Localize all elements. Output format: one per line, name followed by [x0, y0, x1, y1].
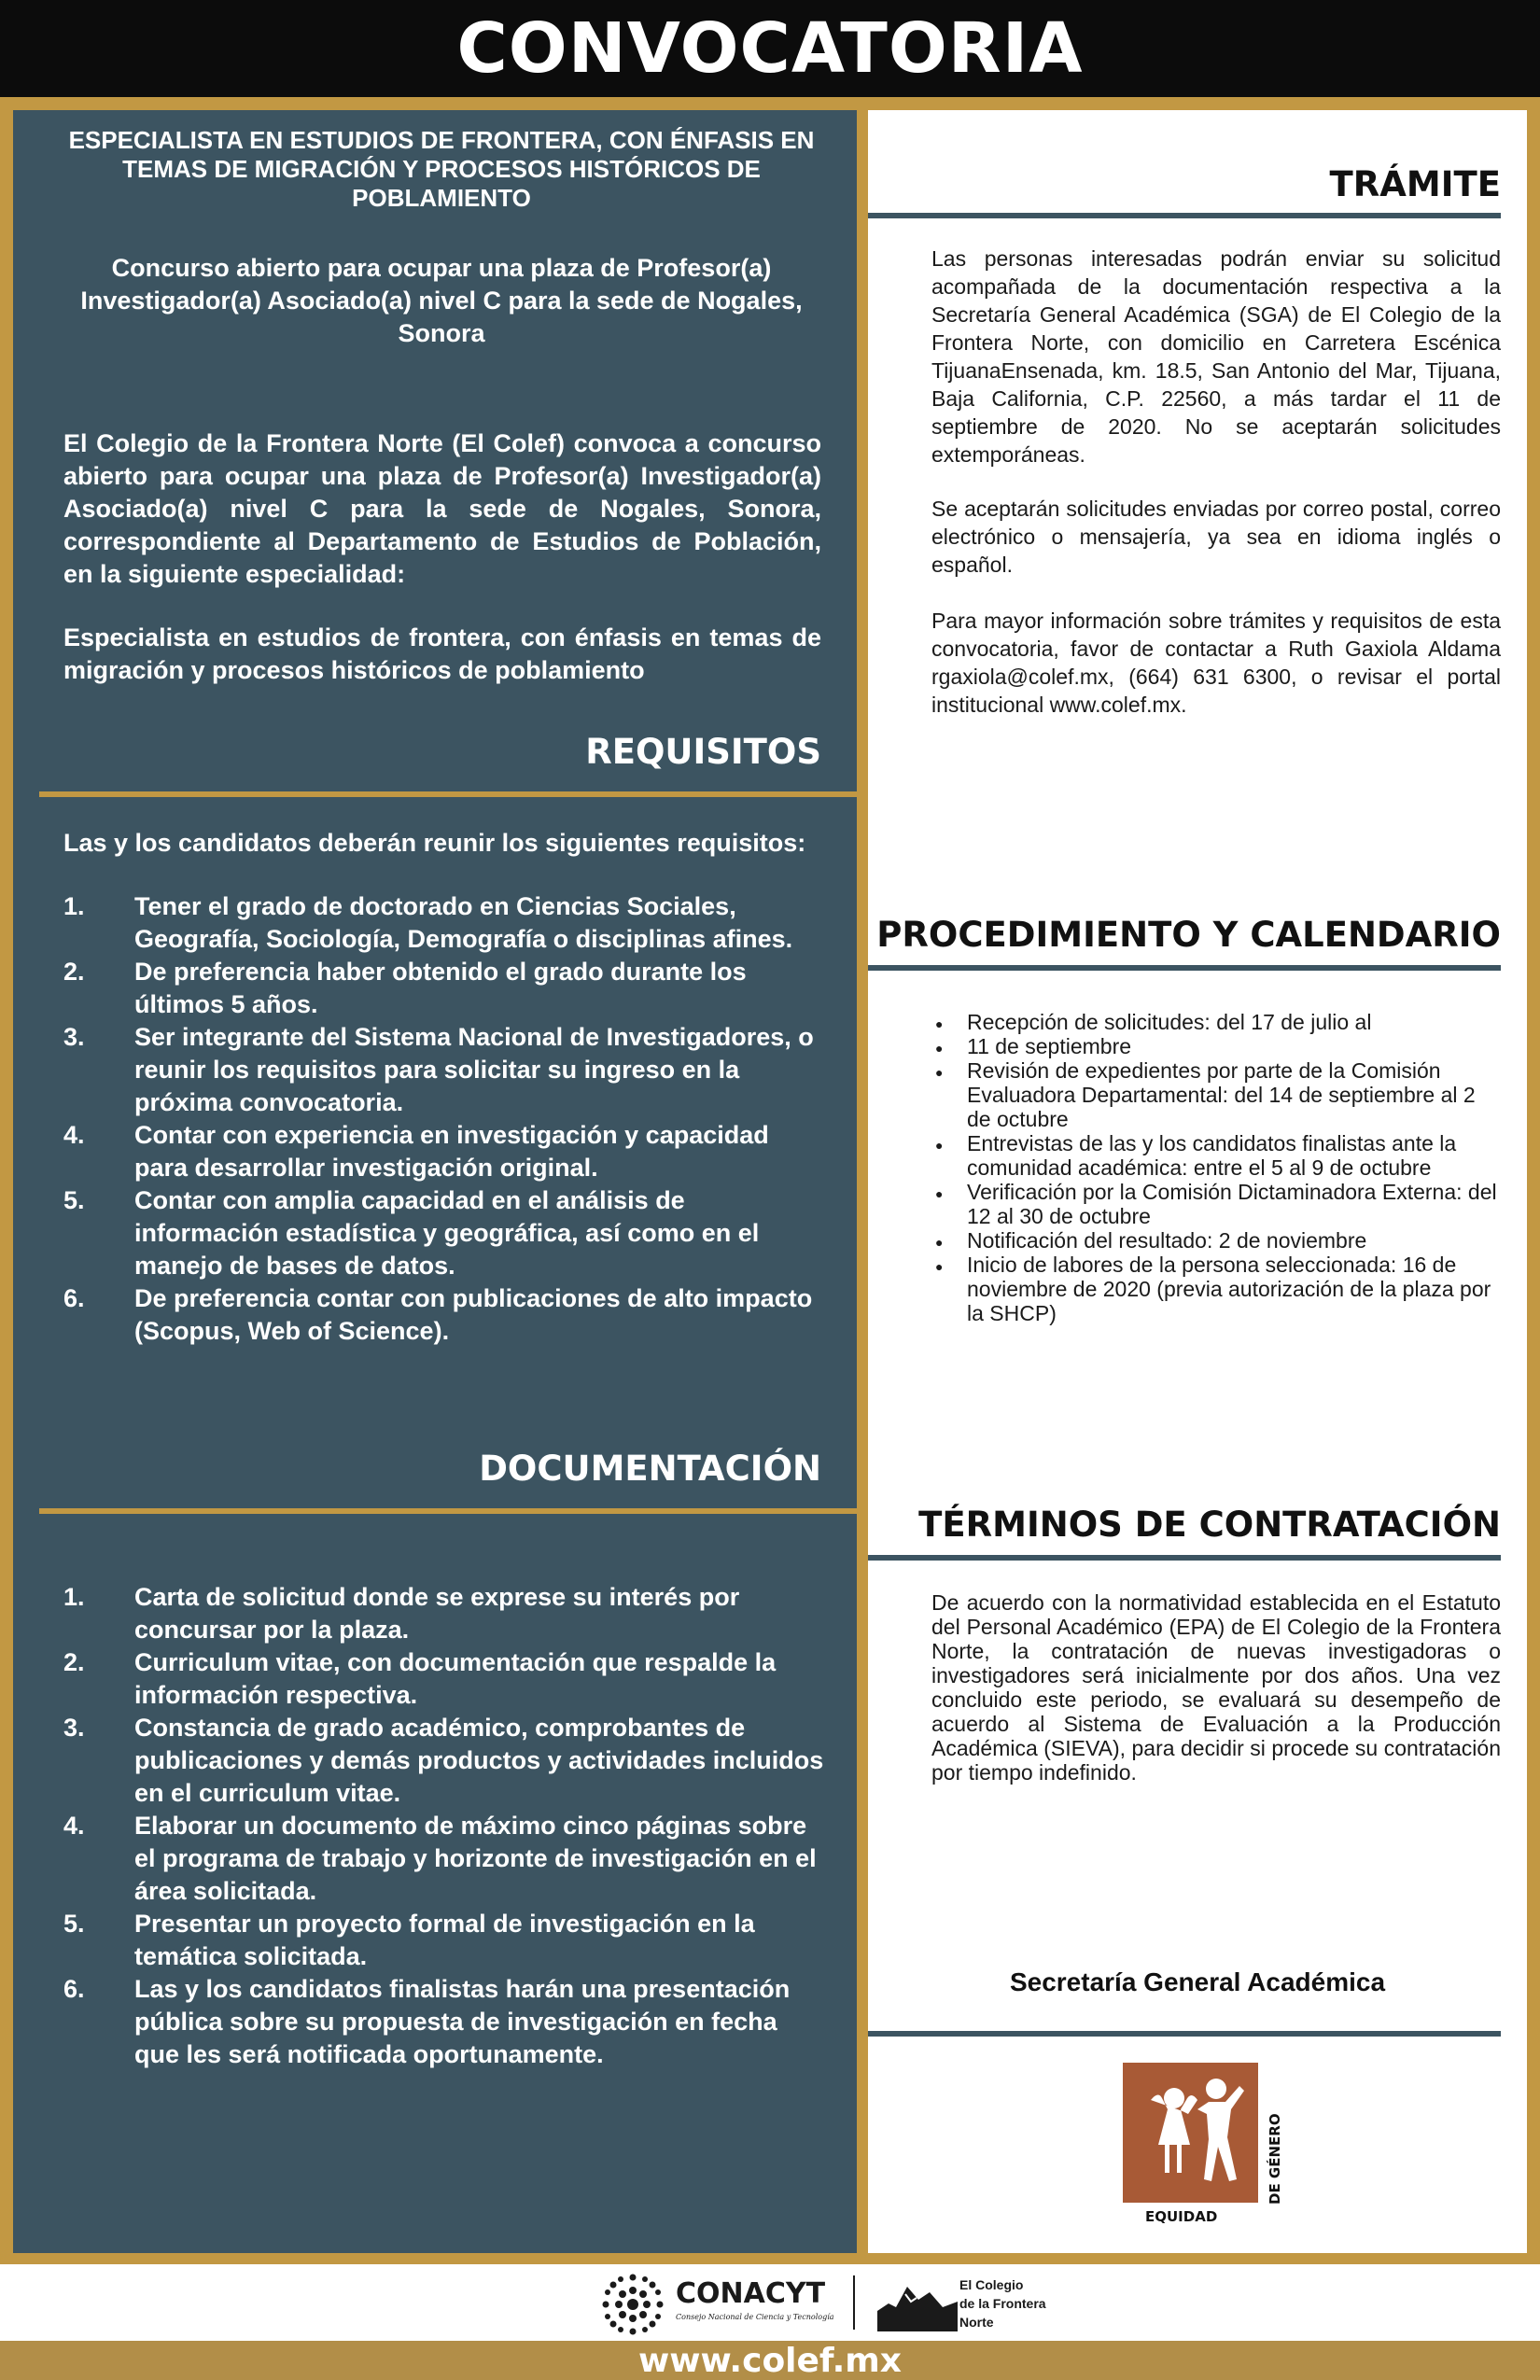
column-divider — [857, 110, 868, 2253]
list-item: 6. Las y los candidatos finalistas harán una presentación pública sobre su propuesta de investigación en fecha que les será notificada oportunamente. — [63, 1975, 791, 2068]
list-item: 3. Constancia de grado académico, comprobantes de publicaciones y demás productos y actividades incluidos en el curriculum vitae. — [63, 1714, 824, 1807]
list-item: 2. De preferencia haber obtenido el grado durante los últimos 5 años. — [63, 958, 747, 1018]
conacyt-subtitle: Consejo Nacional de Ciencia y Tecnología — [676, 2313, 834, 2321]
section-rule-calendario — [868, 965, 1501, 971]
conacyt-name: CONACYT — [676, 2277, 826, 2310]
footer-separator — [853, 2275, 855, 2330]
list-item: 4. Elaborar un documento de máximo cinco páginas sobre el programa de trabajo y horizonte de investigación en el área solicitada. — [63, 1812, 817, 1905]
url-bar — [0, 2341, 1540, 2380]
list-item: 2. Curriculum vitae, con documentación que respalde la información respectiva. — [63, 1648, 777, 1709]
gold-divider-top — [0, 97, 1540, 110]
section-heading-documentacion: DOCUMENTACIÓN — [479, 1449, 821, 1489]
section-rule-tramite — [868, 213, 1501, 218]
list-item: ● Revisión de expedientes por parte de la Comisión Evaluadora Departamental: del 14 de septiembre al 2 de octubre — [967, 1058, 1503, 1131]
gold-divider-bottom — [0, 2253, 1540, 2264]
section-heading-calendario: PROCEDIMIENTO Y CALENDARIO — [876, 915, 1501, 955]
signature-label: Secretaría General Académica — [1009, 1967, 1386, 1996]
signature-rule — [868, 2031, 1501, 2037]
list-item: 5. Presentar un proyecto formal de investigación en la temática solicitada. — [63, 1910, 755, 1970]
requisitos-lead: Las y los candidatos deberán reunir los siguientes requisitos: — [63, 829, 806, 857]
documentacion-list — [63, 1581, 824, 2071]
list-item: 5. Contar con amplia capacidad en el análisis de información estadística y geográfica, así como en el manejo de bases de datos. — [63, 1186, 760, 1280]
section-heading-tramite: TRÁMITE — [1329, 164, 1501, 204]
list-item: ● Notificación del resultado: 2 de noviembre — [967, 1228, 1503, 1253]
list-item: ● Verificación por la Comisión Dictaminadora Externa: del 12 al 30 de octubre — [967, 1180, 1503, 1228]
terminos-paragraph: De acuerdo con la normatividad establecida en el Estatuto del Personal Académico (EPA) de El Colegio de la Frontera Norte, la contratación de nuevas investigadoras o investigadores será inicialmente por dos años. Una vez concluido este periodo, se evaluará su desempeño de acuerdo al Sistema de Evaluación a la Producción Académica (SIEVA), para decidir si procede su contratación por tiempo indefinido. — [931, 1590, 1501, 1785]
intro-paragraph: El Colegio de la Frontera Norte (El Colef) convoca a concurso abierto para ocupar una plaza de Profesor(a) Investigador(a) Asociado(a) nivel C para la sede de Nogales, Sonora, correspondiente al Departamento de Estudios de Población, en la siguiente especialidad: — [63, 429, 821, 588]
de-genero-label: DE GÉNERO — [1267, 2113, 1283, 2205]
section-heading-requisitos: REQUISITOS — [585, 732, 821, 772]
specialty-paragraph: Especialista en estudios de frontera, con énfasis en temas de migración y procesos históricos de poblamiento — [63, 623, 821, 684]
requisitos-list — [63, 890, 824, 1348]
section-rule-documentacion — [39, 1508, 857, 1514]
list-item: 1. Carta de solicitud donde se exprese su interés por concursar por la plaza. — [63, 1583, 740, 1644]
page-title: CONVOCATORIA — [456, 8, 1084, 89]
tramite-paragraph-1: Las personas interesadas podrán enviar su solicitud acompañada de la documentación respectiva a la Secretaría General Académica (SGA) de El Colegio de la Frontera Norte, con domicilio en Carretera Escénica TijuanaEnsenada, km. 18.5, San Antonio del Mar, Tijuana, Baja California, C.P. 22560, a más tardar el 11 de septiembre de 2020. No se aceptarán solicitudes extemporáneas. — [931, 246, 1501, 467]
list-item: ● Recepción de solicitudes: del 17 de julio al — [967, 1010, 1503, 1034]
list-item: 6. De preferencia contar con publicaciones de alto impacto (Scopus, Web of Science). — [63, 1284, 813, 1345]
list-item: ● 11 de septiembre — [967, 1034, 1503, 1058]
equidad-label: EQUIDAD — [1145, 2208, 1218, 2225]
position-title: ESPECIALISTA EN ESTUDIOS DE FRONTERA, CON ÉNFASIS EN TEMAS DE MIGRACIÓN Y PROCESOS HISTÓRICOS DE POBLAMIENTO — [68, 126, 815, 212]
colef-icon — [877, 2275, 958, 2331]
header-bar — [0, 0, 1540, 97]
equidad-genero-icon — [1123, 2063, 1309, 2226]
position-subtitle: Concurso abierto para ocupar una plaza de Profesor(a) Investigador(a) Asociado(a) nivel C para la sede de Nogales, Sonora — [80, 254, 803, 347]
tramite-paragraph-3: Para mayor información sobre trámites y requisitos de esta convocatoria, favor de contactar a Ruth Gaxiola Aldama rgaxiola@colef.mx, (664) 631 6300, o revisar el portal institucional www.colef.mx. — [931, 609, 1501, 717]
equidad-genero-logo — [1123, 2063, 1309, 2226]
list-item: 3. Ser integrante del Sistema Nacional de Investigadores, o reunir los requisitos para solicitar su ingreso en la próxima convocatoria. — [63, 1023, 814, 1116]
section-rule-terminos — [868, 1555, 1501, 1561]
conacyt-icon — [600, 2272, 665, 2337]
calendario-list — [931, 1010, 1503, 1325]
list-item: 4. Contar con experiencia en investigación y capacidad para desarrollar investigación original. — [63, 1121, 769, 1182]
section-rule-requisitos — [39, 791, 857, 797]
list-item: 1. Tener el grado de doctorado en Ciencias Sociales, Geografía, Sociología, Demografía o disciplinas afines. — [63, 892, 793, 953]
list-item: ● Entrevistas de las y los candidatos finalistas ante la comunidad académica: entre el 5 al 9 de octubre — [967, 1131, 1503, 1180]
website-link[interactable]: www.colef.mx — [637, 2341, 903, 2380]
list-item: ● Inicio de labores de la persona seleccionada: 16 de noviembre de 2020 (previa autorización de la plaza por la SHCP) — [967, 1253, 1503, 1325]
tramite-paragraph-2: Se aceptarán solicitudes enviadas por correo postal, correo electrónico o mensajería, ya sea en idioma inglés o español. — [931, 497, 1501, 577]
footer-logos — [0, 2264, 1540, 2341]
section-heading-terminos: TÉRMINOS DE CONTRATACIÓN — [918, 1505, 1501, 1545]
colef-logo-text: El Colegio de la Frontera Norte — [959, 2277, 1046, 2330]
